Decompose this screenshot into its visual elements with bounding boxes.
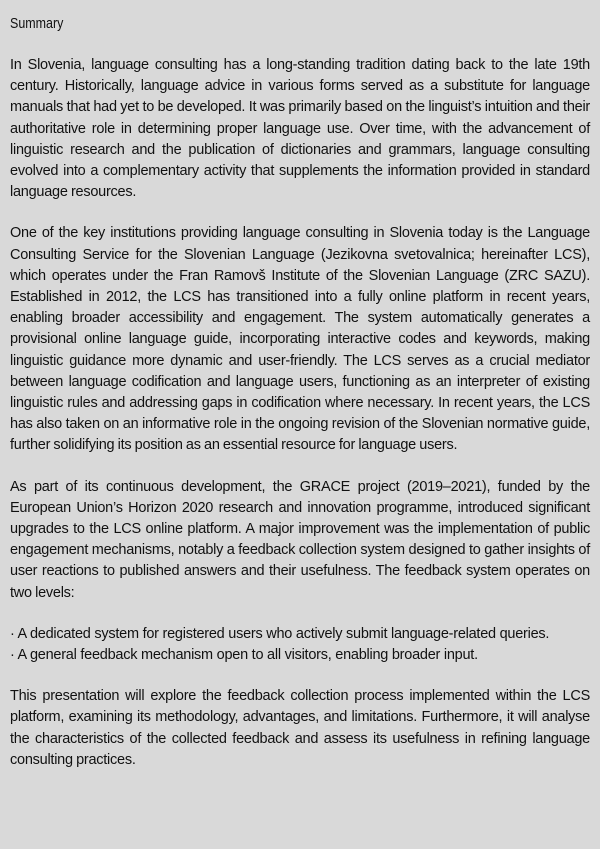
document-title: Summary [10, 16, 64, 32]
list-item: · A general feedback mechanism open to all visitors, enabling broader input. [10, 647, 478, 664]
paragraph-grace: As part of its continuous development, the GRACE project (2019–2021), funded by the European Union’s Horizon 2020 research and innovation programme, introduced significant upgrades to the LCS online platform. A major improvement was the implementation of public engagement mechanisms, notably a feedback collection system designed to gather insights of user reactions to published answers and their usefulness. The feedback system operates on two levels: [10, 478, 590, 601]
feedback-levels-list [10, 624, 590, 666]
paragraph-closing: This presentation will explore the feedback collection process implemented within the LCS platform, examining its methodology, advantages, and limitations. Furthermore, it will analyse the characteristics of the collected feedback and assess its usefulness in refining language consulting practices. [10, 688, 590, 768]
paragraph-lcs: One of the key institutions providing language consulting in Slovenia today is the Language Consulting Service for the Slovenian Language (Jezikovna svetovalnica; hereinafter LCS), which operates under the Fran Ramovš Institute of the Slovenian Language (ZRC SAZU). Established in 2012, the LCS has transitioned into a fully online platform in recent years, enabling broader accessibility and engagement. The system automatically generates a provisional online language guide, incorporating interactive codes and keywords, making linguistic guidance more dynamic and user-friendly. The LCS serves as a crucial mediator between language codification and language users, functioning as an interpreter of existing linguistic rules and addressing gaps in codification where necessary. In recent years, the LCS has also taken on an informative role in the ongoing revision of the Slovenian normative guide, further solidifying its position as an essential resource for language users. [10, 225, 590, 454]
paragraph-history: In Slovenia, language consulting has a long-standing tradition dating back to the late 19th century. Historically, language advice in various forms served as a substitute for language manuals that had yet to be developed. It was primarily based on the linguist’s intuition and their authoritative role in determining proper language use. Over time, with the advancement of linguistic research and the publication of dictionaries and grammars, language consulting evolved into a complementary activity that supplements the information provided in standard language resources. [10, 57, 590, 201]
list-item: · A dedicated system for registered users who actively submit language-related queries. [10, 625, 550, 642]
